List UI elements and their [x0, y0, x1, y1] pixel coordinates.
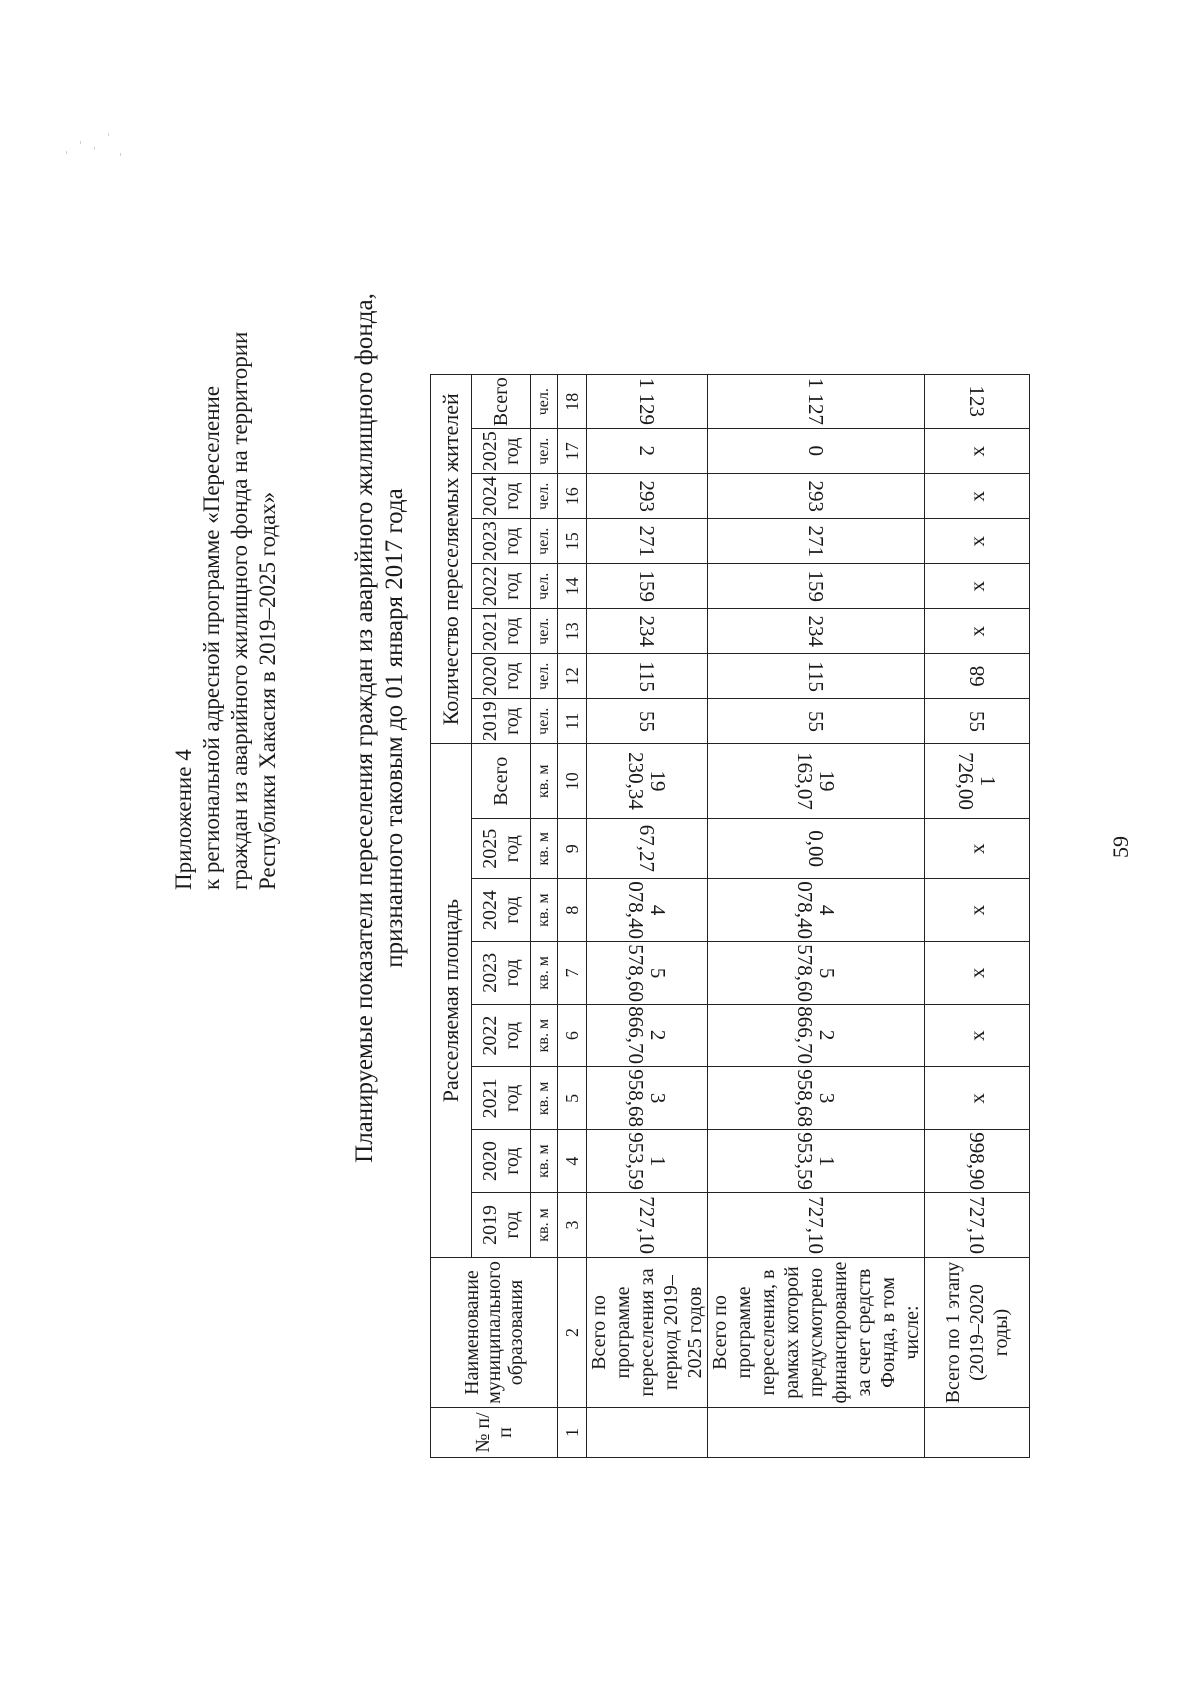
column-number: 8: [558, 879, 587, 942]
area-value: 1 953,59: [624, 1132, 670, 1190]
area-value: 3 958,68: [793, 1069, 839, 1128]
appendix-line: граждан из аварийного жилищного фонда на территории: [227, 331, 252, 890]
people-value: 271: [635, 525, 659, 557]
column-number: 12: [558, 654, 587, 699]
header-year: 2025 год: [472, 819, 531, 879]
header-year: 2019 год: [472, 699, 531, 744]
people-total: 1 129: [635, 378, 659, 426]
header-year: 2021 год: [472, 1067, 531, 1130]
people-value: 115: [635, 660, 659, 692]
title-line: Планируемые показатели переселения граждан из аварийного жилищного фонда,: [351, 293, 378, 1163]
area-value: 67,27: [635, 825, 659, 873]
people-value: х: [965, 491, 989, 502]
area-value: 727,10: [965, 1196, 989, 1254]
column-number: 7: [558, 942, 587, 1005]
people-value: 68: [965, 665, 989, 687]
column-number: 1: [558, 1408, 587, 1458]
area-value: 3 958,68: [624, 1069, 670, 1128]
table-title: [350, 128, 410, 1328]
row-num: [587, 1408, 708, 1458]
table-row: [708, 375, 925, 1458]
resettlement-table: [430, 374, 1030, 1458]
column-number: 5: [558, 1067, 587, 1130]
unit-people: чел.: [531, 519, 558, 564]
column-number: 11: [558, 699, 587, 744]
people-value: 115: [804, 660, 828, 692]
table-row: [925, 375, 1030, 1458]
people-value: 2: [635, 446, 659, 457]
people-value: 271: [804, 525, 828, 557]
column-number: 17: [558, 429, 587, 474]
header-group-people: Количество переселяемых жителей: [431, 375, 472, 744]
unit-area: кв. м: [531, 1193, 558, 1258]
row-name: Всего по программе переселения, в рамках которой предусмотрено финансирование за счет средств Фонда, в том числе:: [708, 1258, 925, 1408]
people-value: х: [965, 626, 989, 637]
column-number: 16: [558, 474, 587, 519]
column-number: 6: [558, 1004, 587, 1067]
column-number: 9: [558, 819, 587, 879]
people-value: 159: [635, 570, 659, 602]
area-value: 4 078,40: [793, 881, 839, 939]
unit-area: кв. м: [531, 879, 558, 942]
column-number: 2: [558, 1258, 587, 1408]
unit-area: кв. м: [531, 1004, 558, 1067]
area-value: 998,90: [965, 1132, 989, 1190]
people-value: х: [965, 446, 989, 457]
unit-people: чел.: [531, 654, 558, 699]
header-year: 2020 год: [472, 1130, 531, 1193]
table-row: [587, 375, 708, 1458]
header-year: 2020 год: [472, 654, 531, 699]
people-value: 55: [635, 710, 659, 732]
people-total: 123: [965, 385, 989, 418]
area-value: 2 866,70: [793, 1006, 839, 1065]
header-num: № п/п: [431, 1408, 558, 1458]
header-group-area: Расселяемая площадь: [431, 744, 472, 1258]
scan-speckle: [60, 118, 130, 158]
row-name: Всего по 1 этапу (2019–2020 годы): [925, 1258, 1030, 1408]
area-value: 727,10: [804, 1196, 828, 1254]
header-year: 2021 год: [472, 609, 531, 654]
header-year: 2023 год: [472, 942, 531, 1005]
area-value: х: [965, 1030, 989, 1041]
people-value: 0: [804, 446, 828, 457]
area-value: х: [965, 904, 989, 916]
area-value: 1 953,59: [793, 1132, 839, 1190]
area-value: 4 078,40: [624, 881, 670, 939]
header-year: 2024 год: [472, 879, 531, 942]
unit-area: кв. м: [531, 942, 558, 1005]
people-value: 234: [804, 615, 828, 647]
area-value: 2 866,70: [624, 1006, 670, 1065]
unit-people: чел.: [531, 609, 558, 654]
area-value: 0,00: [804, 830, 828, 868]
appendix-line: к региональной адресной программе «Переселение: [199, 385, 224, 890]
header-year: 2022 год: [472, 1004, 531, 1067]
column-number: 14: [558, 564, 587, 609]
unit-people: чел.: [531, 699, 558, 744]
unit-area: кв. м: [531, 1067, 558, 1130]
area-value: х: [965, 843, 989, 854]
header-year: 2024 год: [472, 474, 531, 519]
row-num: [708, 1408, 925, 1458]
people-value: 55: [804, 710, 828, 732]
people-value: 234: [635, 615, 659, 647]
people-value: х: [965, 581, 989, 592]
people-value: 55: [965, 710, 989, 732]
header-year: 2022 год: [472, 564, 531, 609]
people-value: х: [965, 536, 989, 547]
column-number: 15: [558, 519, 587, 564]
page-number: 59: [1108, 836, 1133, 858]
area-value: 727,10: [635, 1196, 659, 1254]
unit-area: кв. м: [531, 819, 558, 879]
column-number: 4: [558, 1130, 587, 1193]
header-year: 2025 год: [472, 429, 531, 474]
header-year: 2023 год: [472, 519, 531, 564]
unit-people: чел.: [531, 375, 558, 429]
area-total: 19 230,34: [624, 752, 670, 811]
area-value: 5 578,60: [624, 944, 670, 1002]
people-value: 293: [635, 480, 659, 512]
appendix-line: Приложение 4: [171, 749, 196, 890]
unit-area: кв. м: [531, 1130, 558, 1193]
unit-people: чел.: [531, 474, 558, 519]
column-number: 10: [558, 744, 587, 819]
appendix-line: Республики Хакасия в 2019–2025 годах»: [255, 491, 280, 890]
title-line: признанного таковым до 01 января 2017 года: [381, 488, 408, 968]
people-total: 1 127: [804, 378, 828, 426]
header-name: Наименование муниципального образования: [431, 1258, 558, 1408]
unit-people: чел.: [531, 429, 558, 474]
row-name: Всего по программе переселения за период 2019–2025 годов: [587, 1258, 708, 1408]
row-num: [925, 1408, 1030, 1458]
column-number: 18: [558, 375, 587, 429]
area-total: 1 726,00: [954, 752, 1000, 811]
people-value: 159: [804, 570, 828, 602]
unit-people: чел.: [531, 564, 558, 609]
column-number: 13: [558, 609, 587, 654]
header-total: Всего: [472, 744, 531, 819]
area-value: х: [965, 1093, 989, 1104]
unit-area: кв. м: [531, 744, 558, 819]
appendix-caption: [170, 332, 282, 890]
header-year: 2019 год: [472, 1193, 531, 1258]
column-number: 3: [558, 1193, 587, 1258]
area-value: х: [965, 967, 989, 979]
area-total: 19 163,07: [793, 752, 839, 811]
header-total: Всего: [472, 375, 531, 429]
area-value: 5 578,60: [793, 944, 839, 1002]
people-value: 293: [804, 480, 828, 512]
